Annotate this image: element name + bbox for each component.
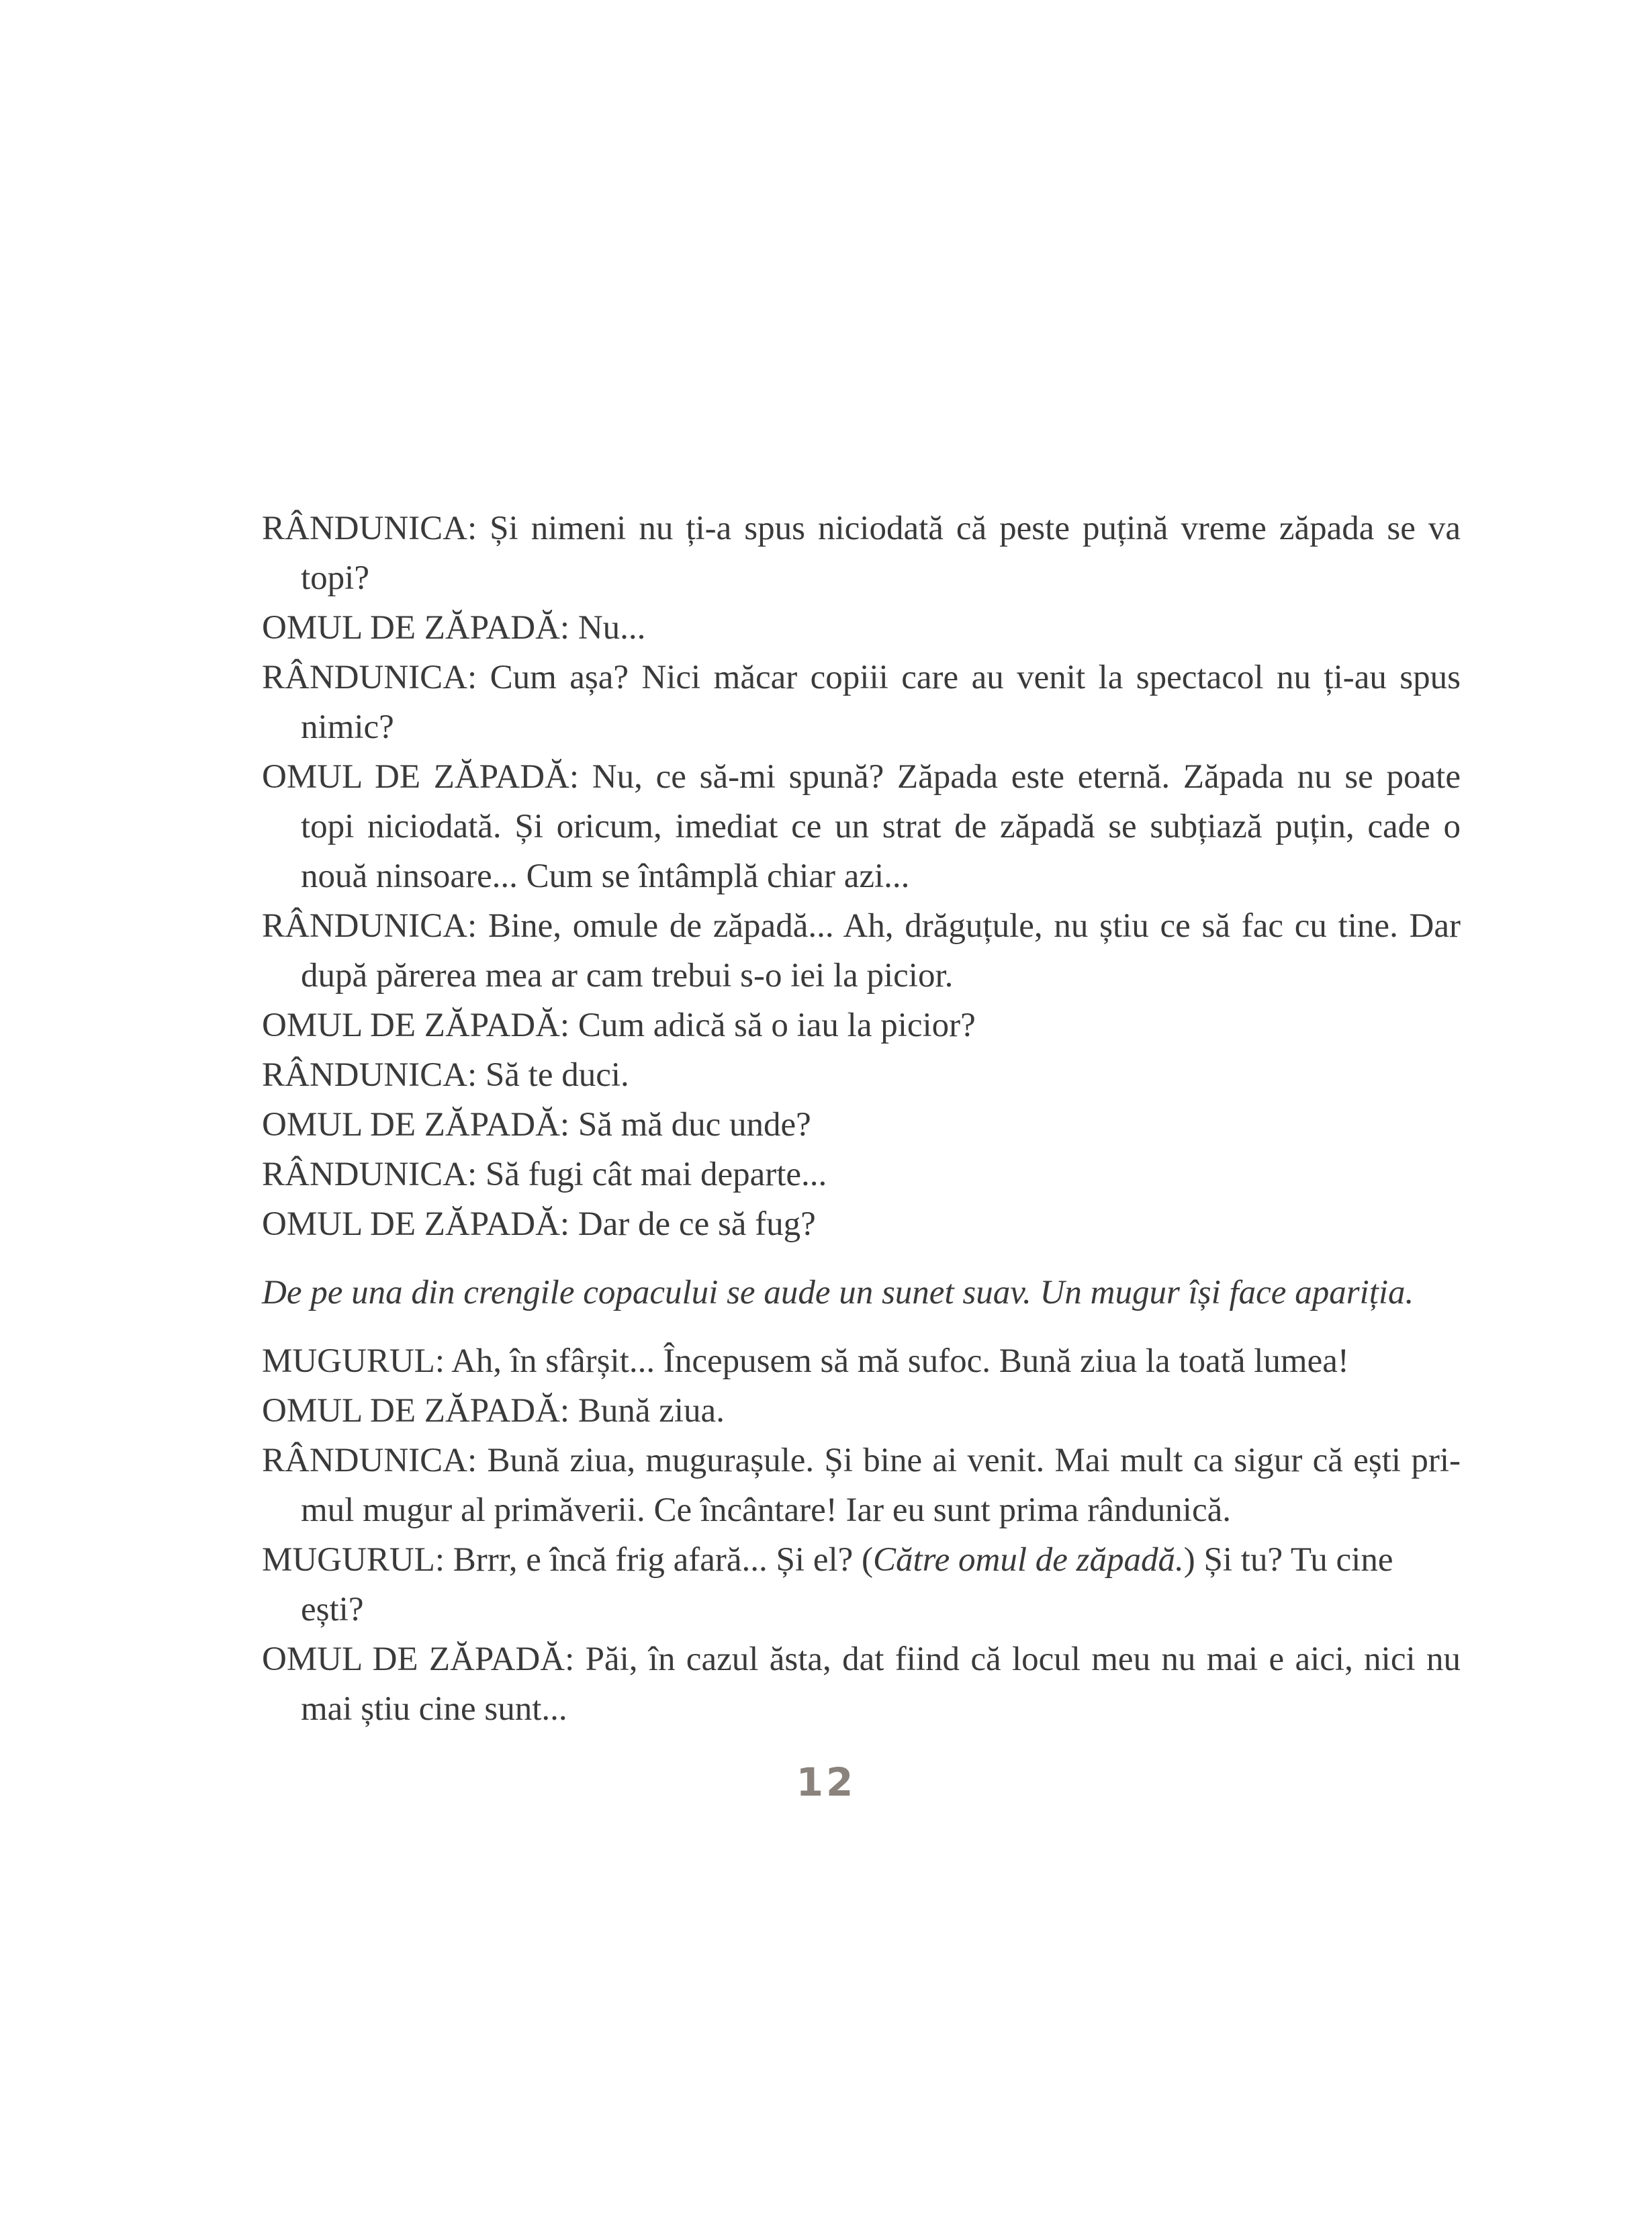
line-text: Ah, în sfârșit... Începusem să mă sufoc. Bună ziua la toată lumea! [451, 1342, 1349, 1380]
line-text: Nu, ce să-mi spună? Zăpada este eternă. Zăpada nu se poate topi niciodată. Și oricum, imediat ce un strat de zăpadă se subțiază puțin, cade o nouă ninsoare... Cum se întâmplă chiar azi... [301, 758, 1461, 895]
speaker: OMUL DE ZĂPADĂ: [262, 758, 580, 796]
speaker: MUGURUL: [262, 1541, 445, 1579]
dialogue-line [262, 1436, 1461, 1535]
page-number: 12 [796, 1759, 856, 1805]
line-text: Brrr, e încă frig afară... Și el? ( [453, 1541, 873, 1579]
speaker: OMUL DE ZĂPADĂ: [262, 1106, 570, 1144]
speaker: RÂNDUNICA: [262, 659, 477, 696]
speaker: RÂNDUNICA: [262, 907, 477, 945]
line-text: ) Și tu? Tu cine ești? [301, 1541, 1393, 1628]
speaker: OMUL DE ZĂPADĂ: [262, 1205, 570, 1243]
dialogue-line [262, 653, 1461, 752]
dialogue-line [262, 1535, 1461, 1634]
dialogue-line [262, 1336, 1461, 1386]
line-text: Dar de ce să fug? [578, 1205, 816, 1243]
speaker: MUGURUL: [262, 1342, 445, 1380]
line-text: Nu... [578, 609, 646, 647]
dialogue-line [262, 504, 1461, 603]
speaker: RÂNDUNICA: [262, 1156, 477, 1193]
speaker: OMUL DE ZĂPADĂ: [262, 1007, 570, 1044]
dialogue-line [262, 901, 1461, 1001]
dialogue-line [262, 752, 1461, 901]
aside-direction: Către omul de zăpadă. [873, 1541, 1184, 1579]
line-text: Cum adică să o iau la picior? [578, 1007, 976, 1044]
dialogue-line [262, 1100, 1461, 1150]
dialogue-line [262, 1150, 1461, 1199]
speaker: OMUL DE ZĂPADĂ: [262, 1392, 570, 1430]
line-text: Păi, în cazul ăsta, dat fiind că locul meu nu mai e aici, nici nu mai știu cine sunt... [301, 1641, 1461, 1728]
speaker: RÂNDUNICA: [262, 510, 477, 547]
speaker: RÂNDUNICA: [262, 1056, 477, 1094]
line-text: Bună ziua. [578, 1392, 725, 1430]
stage-direction: De pe una din crengile copacului se aude un sunet suav. Un mugur își face apariția. [262, 1274, 1414, 1311]
speaker: OMUL DE ZĂPADĂ: [262, 609, 570, 647]
page-body [262, 504, 1461, 1734]
dialogue-line [262, 1386, 1461, 1436]
line-text: Să fugi cât mai departe... [485, 1156, 827, 1193]
dialogue-line [262, 1199, 1461, 1249]
speaker: OMUL DE ZĂPADĂ: [262, 1641, 575, 1678]
dialogue-line [262, 603, 1461, 653]
line-text: Cum așa? Nici măcar copiii care au venit la spectacol nu ți-au spus nimic? [301, 659, 1461, 746]
speaker: RÂNDUNICA: [262, 1442, 477, 1479]
line-text: Și nimeni nu ți-a spus niciodată că peste puțină vreme zăpada se va topi? [301, 510, 1461, 597]
dialogue-line [262, 1634, 1461, 1734]
dialogue-line [262, 1001, 1461, 1050]
line-text: Să mă duc unde? [578, 1106, 811, 1144]
line-text: Bine, omule de zăpadă... Ah, drăguțule, nu știu ce să fac cu tine. Dar după părerea mea ar cam trebui s-o iei la picior. [301, 907, 1461, 995]
dialogue-line [262, 1050, 1461, 1100]
line-text: Să te duci. [485, 1056, 629, 1094]
line-text: Bună ziua, mugurașule. Și bine ai venit. Mai mult ca sigur că ești pri-mul mugur al primăverii. Ce încântare! Iar eu sunt prima rândunică. [301, 1442, 1461, 1529]
